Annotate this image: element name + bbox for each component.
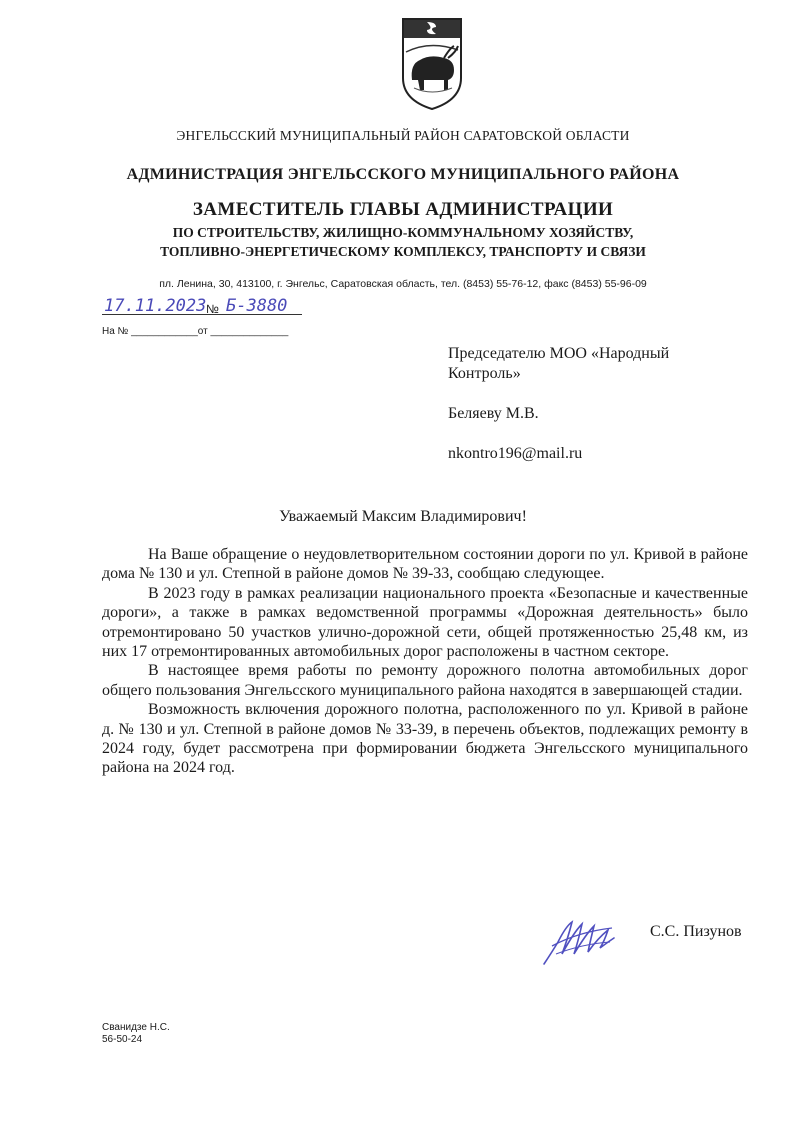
address-line: пл. Ленина, 30, 413100, г. Энгельс, Саратовская область, тел. (8453) 55-76-12, факс (8453) 55-96-09 — [159, 278, 647, 290]
salutation: Уважаемый Максим Владимирович! — [279, 508, 527, 525]
body-paragraph-2: В 2023 году в рамках реализации национального проекта «Безопасные и качественные дороги», а также в рамках ведомственной программы «Дорожная деятельность» было отремонтировано 50 участков улично-дорожной сети, общей протяженностью 25,48 км, из них 17 отремонтированных автомобильных дорог расположены в частном секторе. — [102, 584, 748, 661]
registration-date: 17.11.2023 — [104, 296, 207, 316]
registration-underline — [102, 314, 302, 315]
registration-number: Б-3880 — [226, 296, 288, 316]
recipient-line-2: Контроль» — [448, 365, 521, 382]
registration-line — [102, 294, 312, 318]
body-paragraph-3: В настоящее время работы по ремонту дорожного полотна автомобильных дорог общего пользования Энгельсского муниципального района находятся в завершающей стадии. — [102, 662, 748, 699]
registration-no-sign: № — [206, 302, 219, 316]
recipient-name: Беляеву М.В. — [448, 405, 539, 422]
district-heading: ЭНГЕЛЬССКИЙ МУНИЦИПАЛЬНЫЙ РАЙОН САРАТОВСКОЙ ОБЛАСТИ — [176, 128, 630, 143]
signatory-name: С.С. Пизунов — [650, 923, 742, 940]
letter-body — [102, 545, 748, 778]
executor-block — [102, 1022, 170, 1046]
department-line-1: ПО СТРОИТЕЛЬСТВУ, ЖИЛИЩНО-КОММУНАЛЬНОМУ ХОЗЯЙСТВУ, — [172, 225, 634, 240]
department-line-2: ТОПЛИВНО-ЭНЕРГЕТИЧЕСКОМУ КОМПЛЕКСУ, ТРАНСПОРТУ И СВЯЗИ — [160, 244, 646, 259]
signature-icon — [538, 902, 618, 974]
handwritten-signature — [538, 902, 618, 974]
coat-of-arms-icon — [400, 16, 464, 112]
body-paragraph-4: Возможность включения дорожного полотна, расположенного по ул. Кривой в районе д. № 130 и ул. Степной в районе домов № 33-39, в перечень объектов, подлежащих ремонту в 2024 году, будет рассмотрена при формировании бюджета Энгельсского муниципального района на 2024 год. — [102, 701, 748, 777]
reply-reference: На № ____________от ______________ — [102, 326, 289, 337]
administration-heading: АДМИНИСТРАЦИЯ ЭНГЕЛЬССКОГО МУНИЦИПАЛЬНОГО РАЙОНА — [126, 166, 680, 183]
body-paragraph-1: На Ваше обращение о неудовлетворительном состоянии дороги по ул. Кривой в районе дома № 130 и ул. Степной в районе домов № 39-33, сообщаю следующее. — [102, 546, 748, 583]
executor-name: Сванидзе Н.С. — [102, 1022, 170, 1033]
coat-of-arms — [400, 16, 464, 112]
recipient-line-1: Председателю МОО «Народный — [448, 345, 670, 362]
deputy-title: ЗАМЕСТИТЕЛЬ ГЛАВЫ АДМИНИСТРАЦИИ — [192, 199, 614, 220]
executor-phone: 56-50-24 — [102, 1034, 143, 1045]
recipient-email: nkontro196@mail.ru — [448, 445, 583, 462]
